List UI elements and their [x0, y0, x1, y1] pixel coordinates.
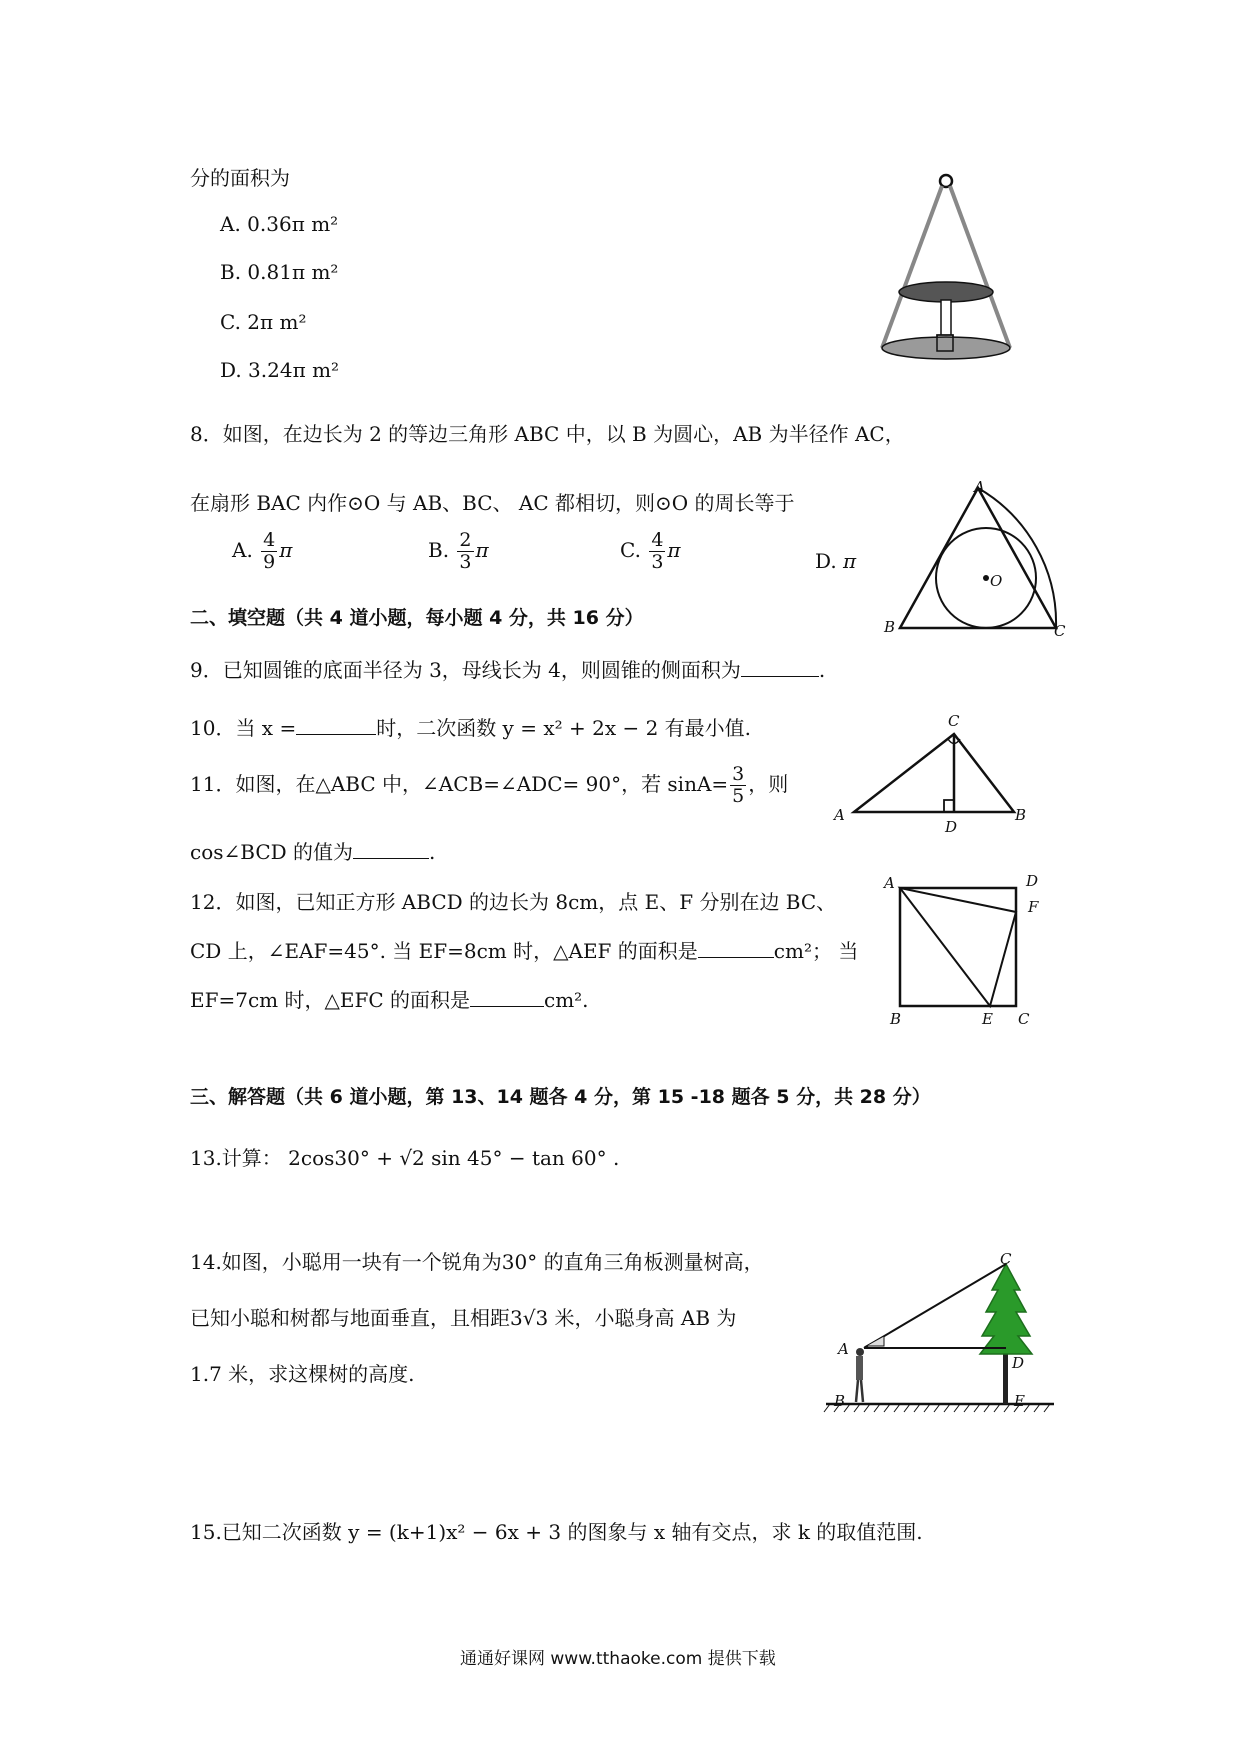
q9-text: 9．已知圆锥的底面半径为 3，母线长为 4，则圆锥的侧面积为 .: [190, 658, 826, 682]
q8-option-a: A. $\frac{4}{9}$ π: [232, 529, 293, 573]
q12-line1: 12．如图，已知正方形 ABCD 的边长为 8cm，点 E、F 分别在边 BC、: [190, 890, 837, 914]
q8-option-b: B. $\frac{2}{3}$ π: [428, 529, 489, 573]
q12-label-d: D: [1026, 872, 1039, 890]
q11-line1: 11．如图，在△ABC 中，∠ACB=∠ADC= 90°，若 sinA= $\frac{3}{5}$ ，则: [190, 763, 789, 807]
q8-label-a: A: [974, 478, 985, 496]
q12-square-figure: [890, 880, 1030, 1010]
q8-line2: 在扇形 BAC 内作⊙O 与 AB、BC、 AC 都相切，则⊙O 的周长等于: [190, 491, 795, 515]
q10-answer-blank[interactable]: [296, 714, 376, 735]
section2-title: 二、填空题（共 4 道小题，每小题 4 分，共 16 分）: [190, 607, 644, 629]
section3-title: 三、解答题（共 6 道小题，第 13、14 题各 4 分，第 15 -18 题各 5 分，共 28 分）: [190, 1086, 931, 1108]
q12-label-e: E: [982, 1010, 993, 1028]
q7-option-a: A. 0.36π m²: [220, 212, 339, 236]
lamp-cone-figure: [870, 170, 1020, 370]
q12-answer-blank-1[interactable]: [698, 937, 774, 958]
q8-label-b: B: [884, 618, 896, 636]
page-footer: 通通好课网 www.tthaoke.com 提供下载: [460, 1649, 776, 1669]
q14-label-d: D: [1012, 1354, 1025, 1372]
q10-text: 10．当 x = 时，二次函数 y = x² + 2x − 2 有最小值.: [190, 716, 752, 740]
q11-label-d: D: [945, 818, 958, 836]
q7-option-d: D. 3.24π m²: [220, 358, 340, 382]
q11-triangle-figure: [850, 720, 1020, 820]
q15-text: 15.已知二次函数 y = (k+1)x² − 6x + 3 的图象与 x 轴有交点，求 k 的取值范围.: [190, 1520, 923, 1544]
q13-text: 13.计算： 2cos30° + √2 sin 45° − tan 60° .: [190, 1146, 620, 1170]
q14-line3: 1.7 米，求这棵树的高度.: [190, 1362, 415, 1386]
q7-tail: 分的面积为: [190, 166, 290, 190]
q9-answer-blank[interactable]: [741, 656, 819, 677]
q8-triangle-figure: [880, 480, 1060, 640]
q11-line2: cos∠BCD 的值为 .: [190, 840, 436, 864]
q12-line3: EF=7cm 时，△EFC 的面积是 cm².: [190, 988, 589, 1012]
q12-line2: CD 上，∠EAF=45°. 当 EF=8cm 时，△AEF 的面积是 cm²； 当: [190, 939, 859, 963]
q12-label-c: C: [1018, 1010, 1030, 1028]
q14-label-b: B: [834, 1392, 846, 1410]
q7-option-c: C. 2π m²: [220, 310, 307, 334]
q8-label-c: C: [1054, 622, 1066, 640]
q14-label-a: A: [838, 1340, 849, 1358]
q8-line1: 8．如图，在边长为 2 的等边三角形 ABC 中，以 B 为圆心，AB 为半径作 AC，: [190, 422, 905, 446]
q14-line2: 已知小聪和树都与地面垂直，且相距3√3 米，小聪身高 AB 为: [190, 1306, 737, 1330]
q14-label-c: C: [1000, 1250, 1012, 1268]
q8-option-c: C. $\frac{4}{3}$ π: [620, 529, 681, 573]
q11-answer-blank[interactable]: [353, 838, 429, 859]
q11-label-c: C: [948, 712, 960, 730]
q11-label-a: A: [834, 806, 845, 824]
q12-label-b: B: [890, 1010, 902, 1028]
q12-answer-blank-2[interactable]: [470, 986, 544, 1007]
q14-line1: 14.如图，小聪用一块有一个锐角为30° 的直角三角板测量树高，: [190, 1250, 764, 1274]
q14-label-e: E: [1014, 1392, 1025, 1410]
q12-label-a: A: [884, 874, 895, 892]
q11-label-b: B: [1015, 806, 1027, 824]
q8-label-o: O: [990, 572, 1003, 590]
q12-label-f: F: [1028, 898, 1039, 916]
q7-option-b: B. 0.81π m²: [220, 260, 339, 284]
q8-option-d: D. π: [815, 549, 857, 573]
